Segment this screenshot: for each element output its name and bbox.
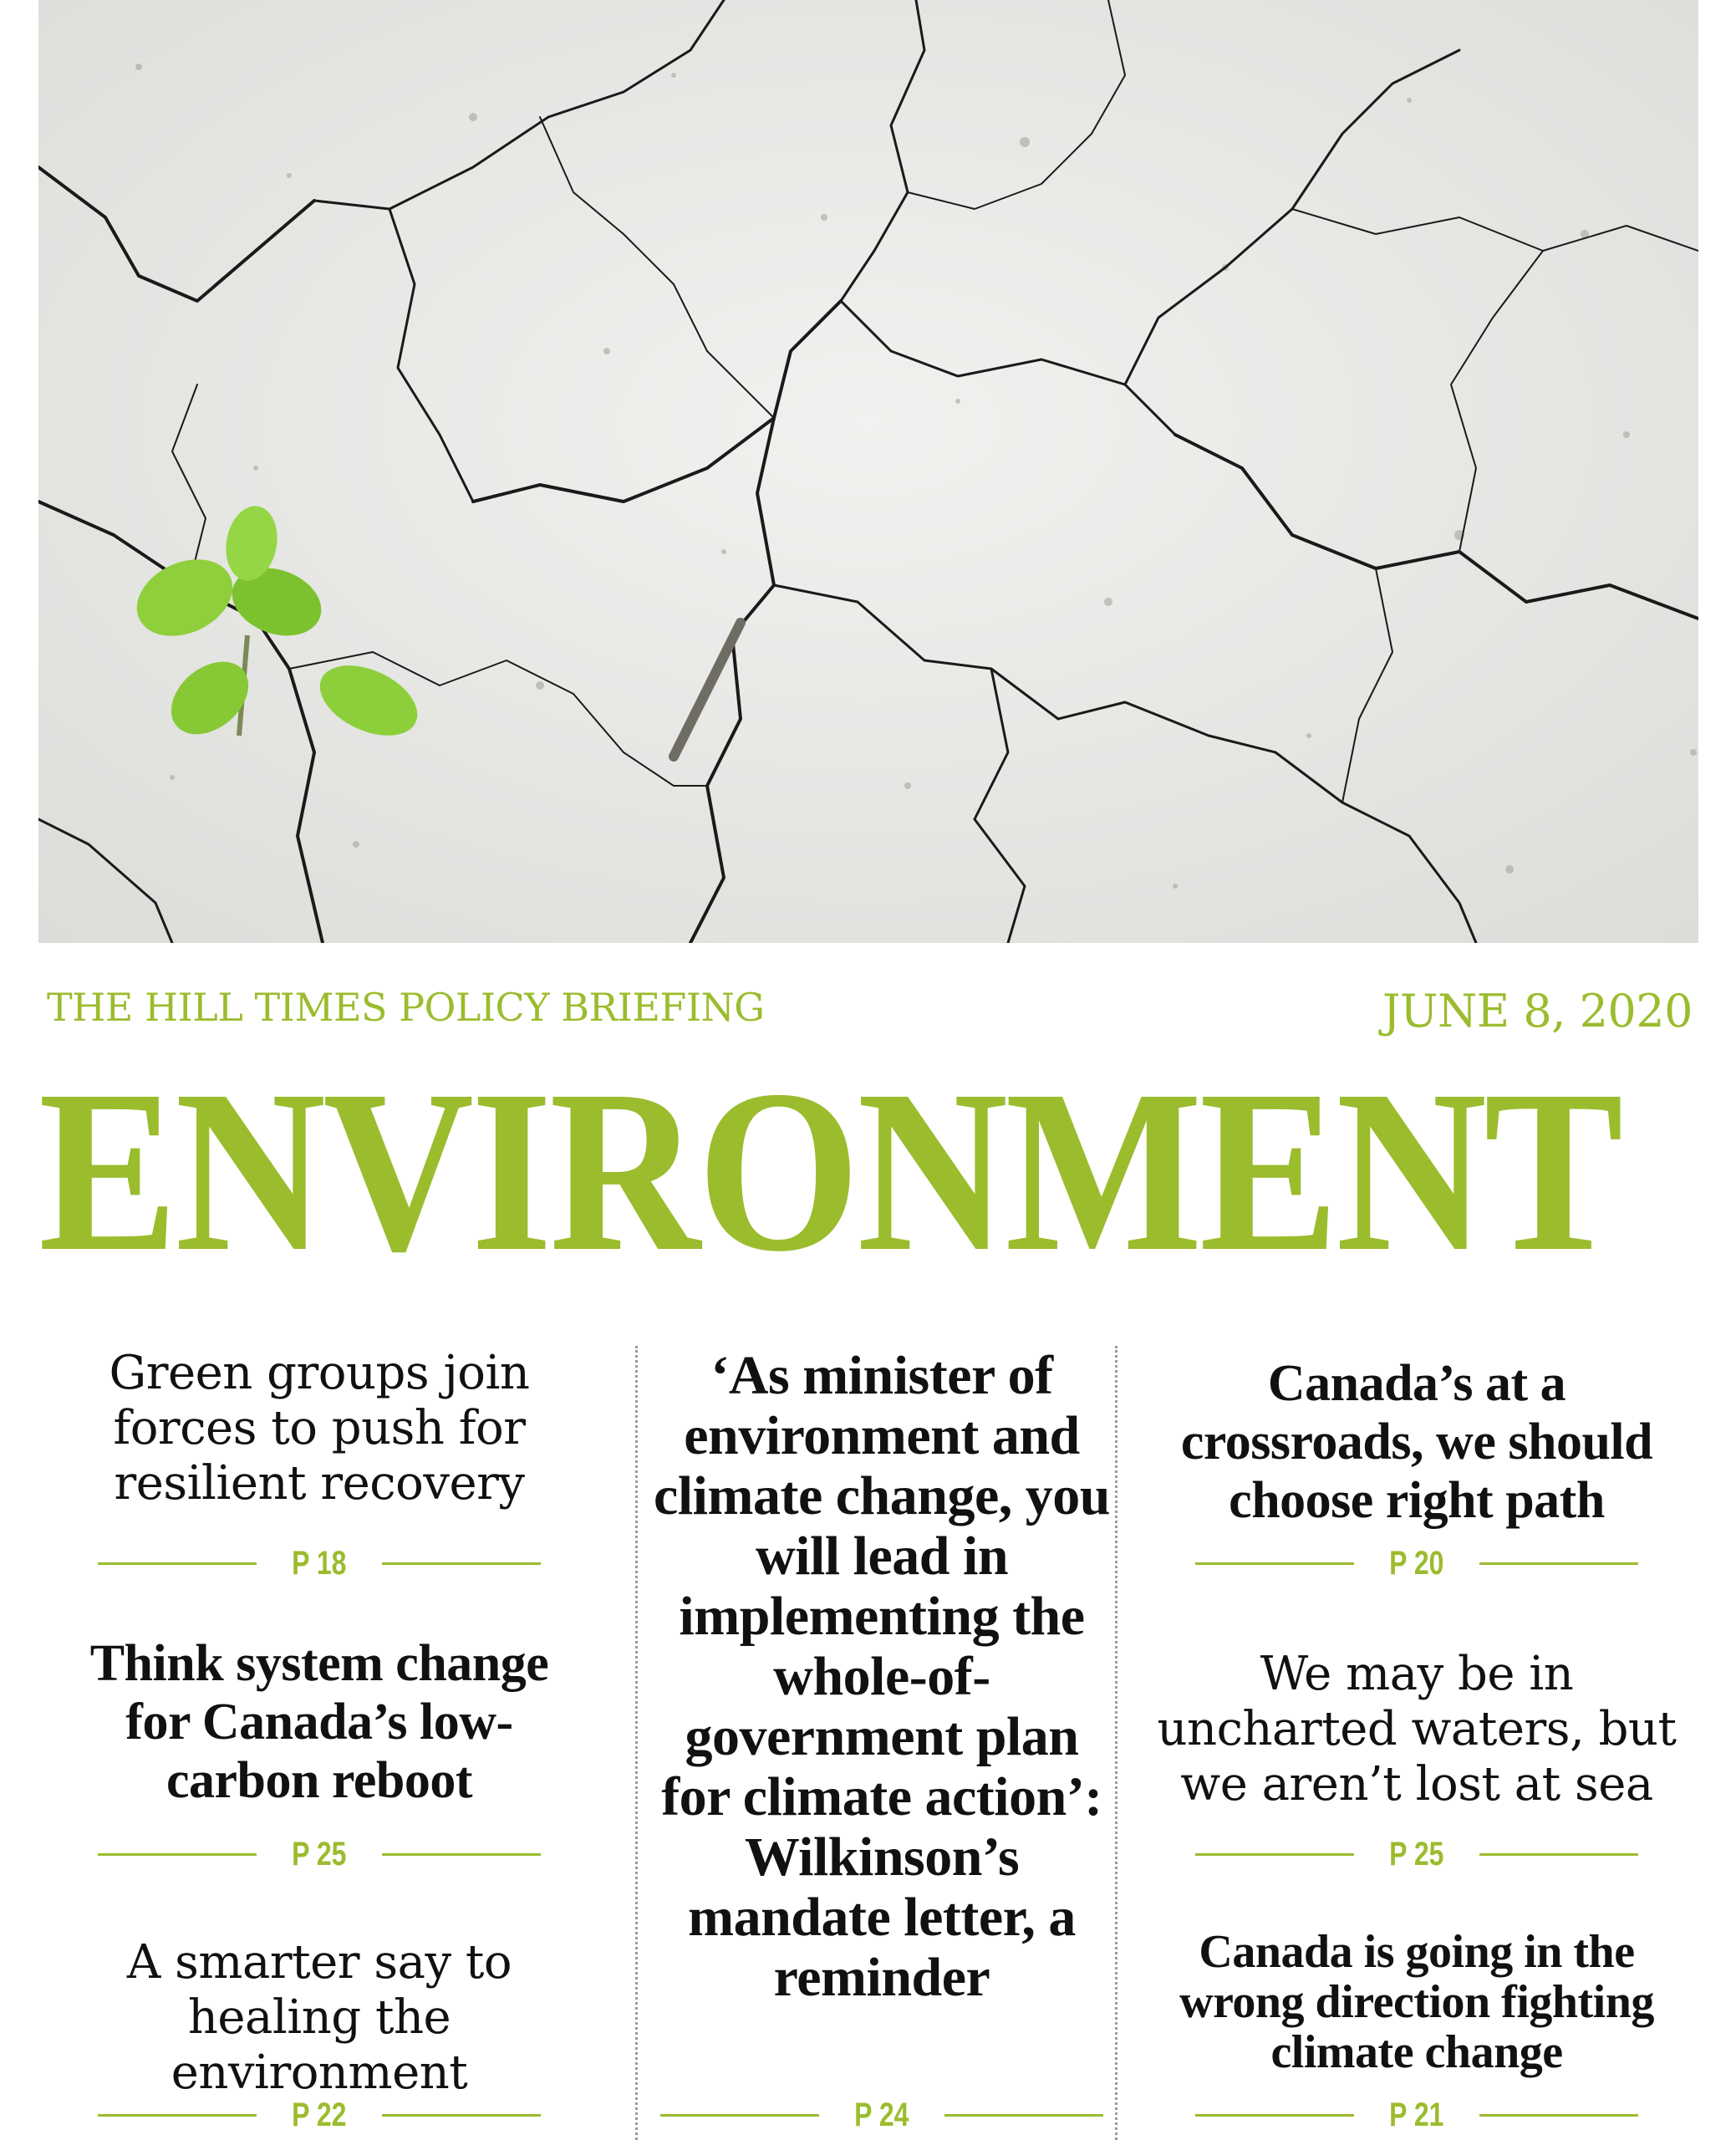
story-link[interactable]: [43, 1634, 595, 1810]
story-link[interactable]: [43, 1346, 595, 1511]
section-title: ENVIRONMENT: [38, 1042, 1621, 1300]
story-headline[interactable]: Canada is going in the wrong direction fighting climate change: [1179, 1926, 1654, 2078]
story-headline[interactable]: We may be in uncharted waters, but we aren’t lost at sea: [1157, 1647, 1677, 1811]
page-reference: [43, 2098, 595, 2132]
story-headline[interactable]: Green groups join forces to push for resilient recovery: [109, 1346, 530, 1511]
page-reference: [644, 2098, 1120, 2132]
story-link[interactable]: [1128, 1647, 1705, 1812]
story-link[interactable]: [644, 1346, 1120, 2008]
story-headline[interactable]: Think system change for Canada’s low-carbon reboot: [89, 1635, 549, 1809]
page-reference: [1128, 1837, 1705, 1871]
page-number: P 22: [292, 2096, 347, 2133]
story-link[interactable]: [1128, 1354, 1705, 1530]
page-number: P 24: [854, 2096, 909, 2133]
story-headline[interactable]: ‘As minister of environment and climate change, you will lead in implementing the whole-of-government plan for climate action’: Wilkinson’s mandate letter, a reminder: [654, 1345, 1110, 2008]
issue-date: JUNE 8, 2020: [1382, 985, 1693, 1037]
cracked-earth-photo: [38, 0, 1698, 943]
page-reference: [1128, 1546, 1705, 1580]
hero-image: [38, 0, 1698, 943]
story-headline[interactable]: A smarter say to healing the environment: [126, 1935, 512, 2100]
page-number: P 25: [1389, 1835, 1444, 1872]
page-reference: [43, 1546, 595, 1580]
page-number: P 21: [1389, 2096, 1444, 2133]
page-number: P 18: [292, 1544, 347, 1582]
story-link[interactable]: [1128, 1927, 1705, 2077]
story-headline[interactable]: Canada’s at a crossroads, we should choose right path: [1180, 1355, 1653, 1529]
page-number: P 20: [1389, 1544, 1444, 1582]
publication-name: THE HILL TIMES POLICY BRIEFING: [47, 985, 765, 1030]
page-reference: [43, 1837, 595, 1871]
story-link[interactable]: [43, 1935, 595, 2101]
page-number: P 25: [292, 1835, 347, 1872]
column-divider: [635, 1346, 638, 2140]
page-reference: [1128, 2098, 1705, 2132]
